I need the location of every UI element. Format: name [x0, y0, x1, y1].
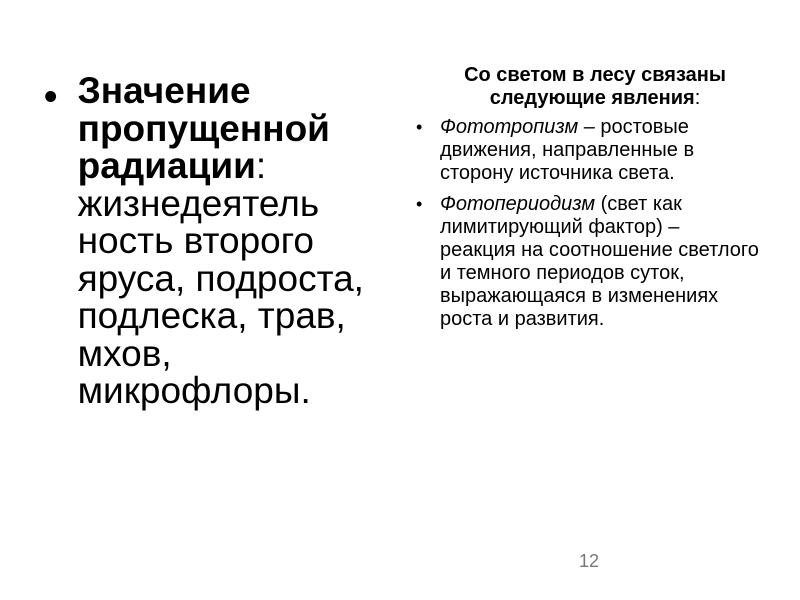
- page-number: 12: [579, 551, 600, 571]
- list-bullet: •: [416, 194, 423, 214]
- left-bullet: •: [44, 76, 58, 118]
- photoperiodism-term: Фотопериодизм: [440, 193, 596, 215]
- phenomena-list: [410, 116, 770, 331]
- list-item: [410, 193, 770, 331]
- list-item-text: [440, 193, 760, 331]
- list-item: [410, 116, 770, 185]
- right-column: [410, 64, 770, 339]
- phototropism-term: Фототропизм –: [440, 116, 595, 138]
- list-bullet: •: [416, 117, 423, 137]
- list-item-text: [440, 116, 760, 185]
- photoperiodism-text: (свет как лимитирующий фактор) – реакция на соотношение светлого и темного периодов суток, выражающаяся в изменениях роста и развития.: [440, 193, 759, 330]
- right-heading: [430, 64, 760, 110]
- phototropism-text: ростовые движения, направленные в сторону источника света.: [440, 116, 695, 184]
- left-column: [44, 72, 394, 410]
- right-heading-text: Со светом в лесу связаны следующие явления: [464, 64, 726, 109]
- left-heading: Значение пропущенной радиации: [77, 70, 330, 186]
- right-heading-colon: :: [694, 87, 701, 109]
- left-heading-colon: :: [255, 145, 267, 186]
- left-body: жизнедеятель ность второго яруса, подроста, подлеска, трав, мхов, микрофлоры.: [77, 182, 364, 411]
- left-paragraph: [78, 72, 394, 410]
